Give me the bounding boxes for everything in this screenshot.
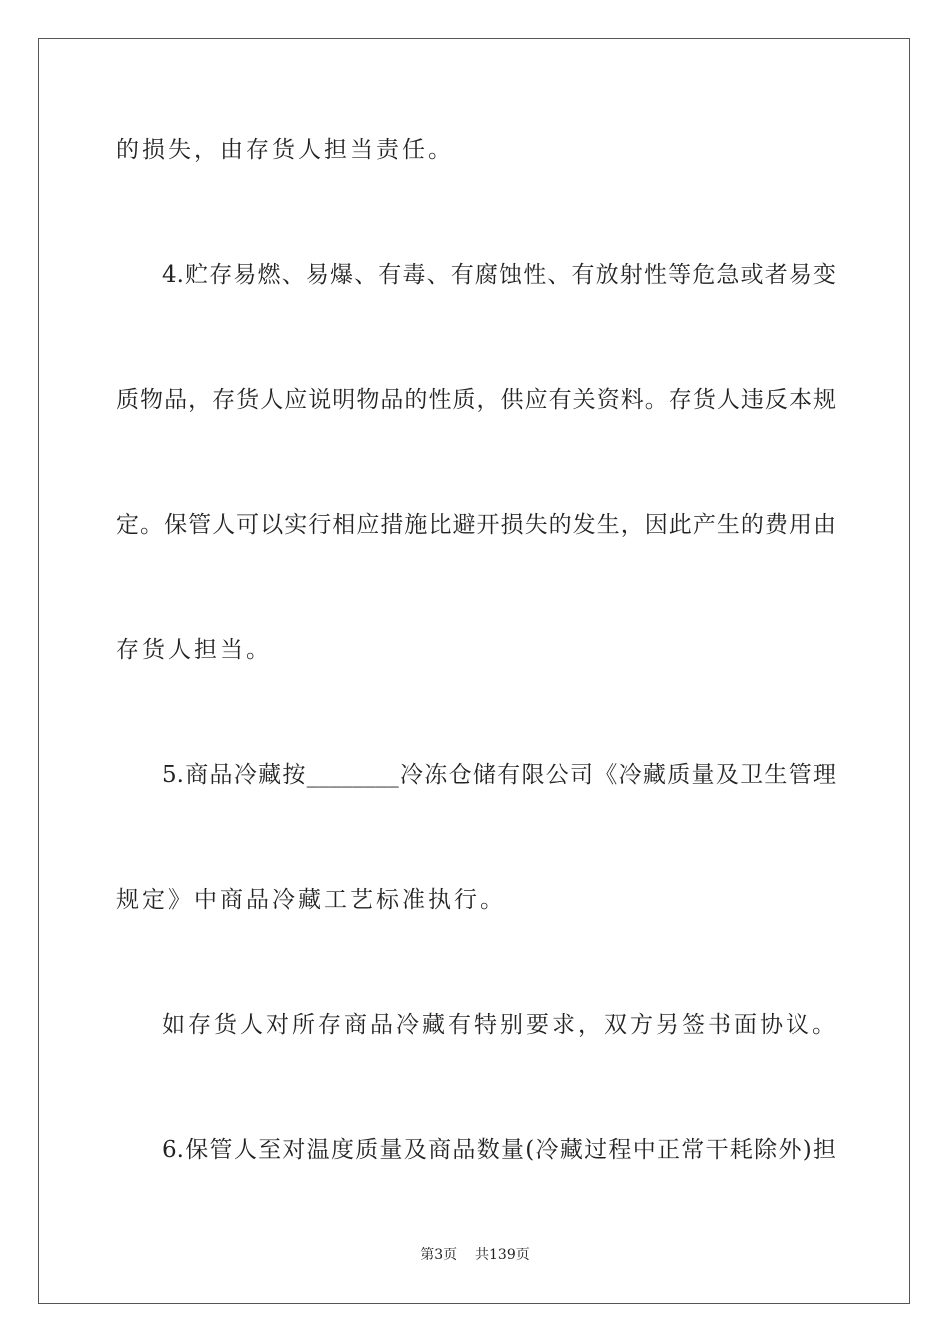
page-number: 第3页 [420,1247,458,1263]
page-frame [38,38,910,1304]
text-line-3: 质物品，存货人应说明物品的性质，供应有关资料。存货人违反本规 [116,387,836,413]
text-line-9: 6.保管人至对温度质量及商品数量(冷藏过程中正常干耗除外)担 [162,1137,836,1163]
text-line-4: 定。保管人可以实行相应措施比避开损失的发生，因此产生的费用由 [116,512,836,538]
text-line-7: 规定》中商品冷藏工艺标准执行。 [116,887,506,913]
text-line-8: 如存货人对所存商品冷藏有特别要求，双方另签书面协议。 [162,1012,838,1038]
text-line-5: 存货人担当。 [116,637,272,663]
total-pages: 共139页 [475,1247,530,1263]
text-line-2: 4.贮存易燃、易爆、有毒、有腐蚀性、有放射性等危急或者易变 [162,262,836,288]
text-line-1: 的损失，由存货人担当责任。 [116,137,454,163]
page-footer [0,1245,950,1265]
text-line-6: 5.商品冷藏按________冷冻仓储有限公司《冷藏质量及卫生管理 [162,762,836,788]
